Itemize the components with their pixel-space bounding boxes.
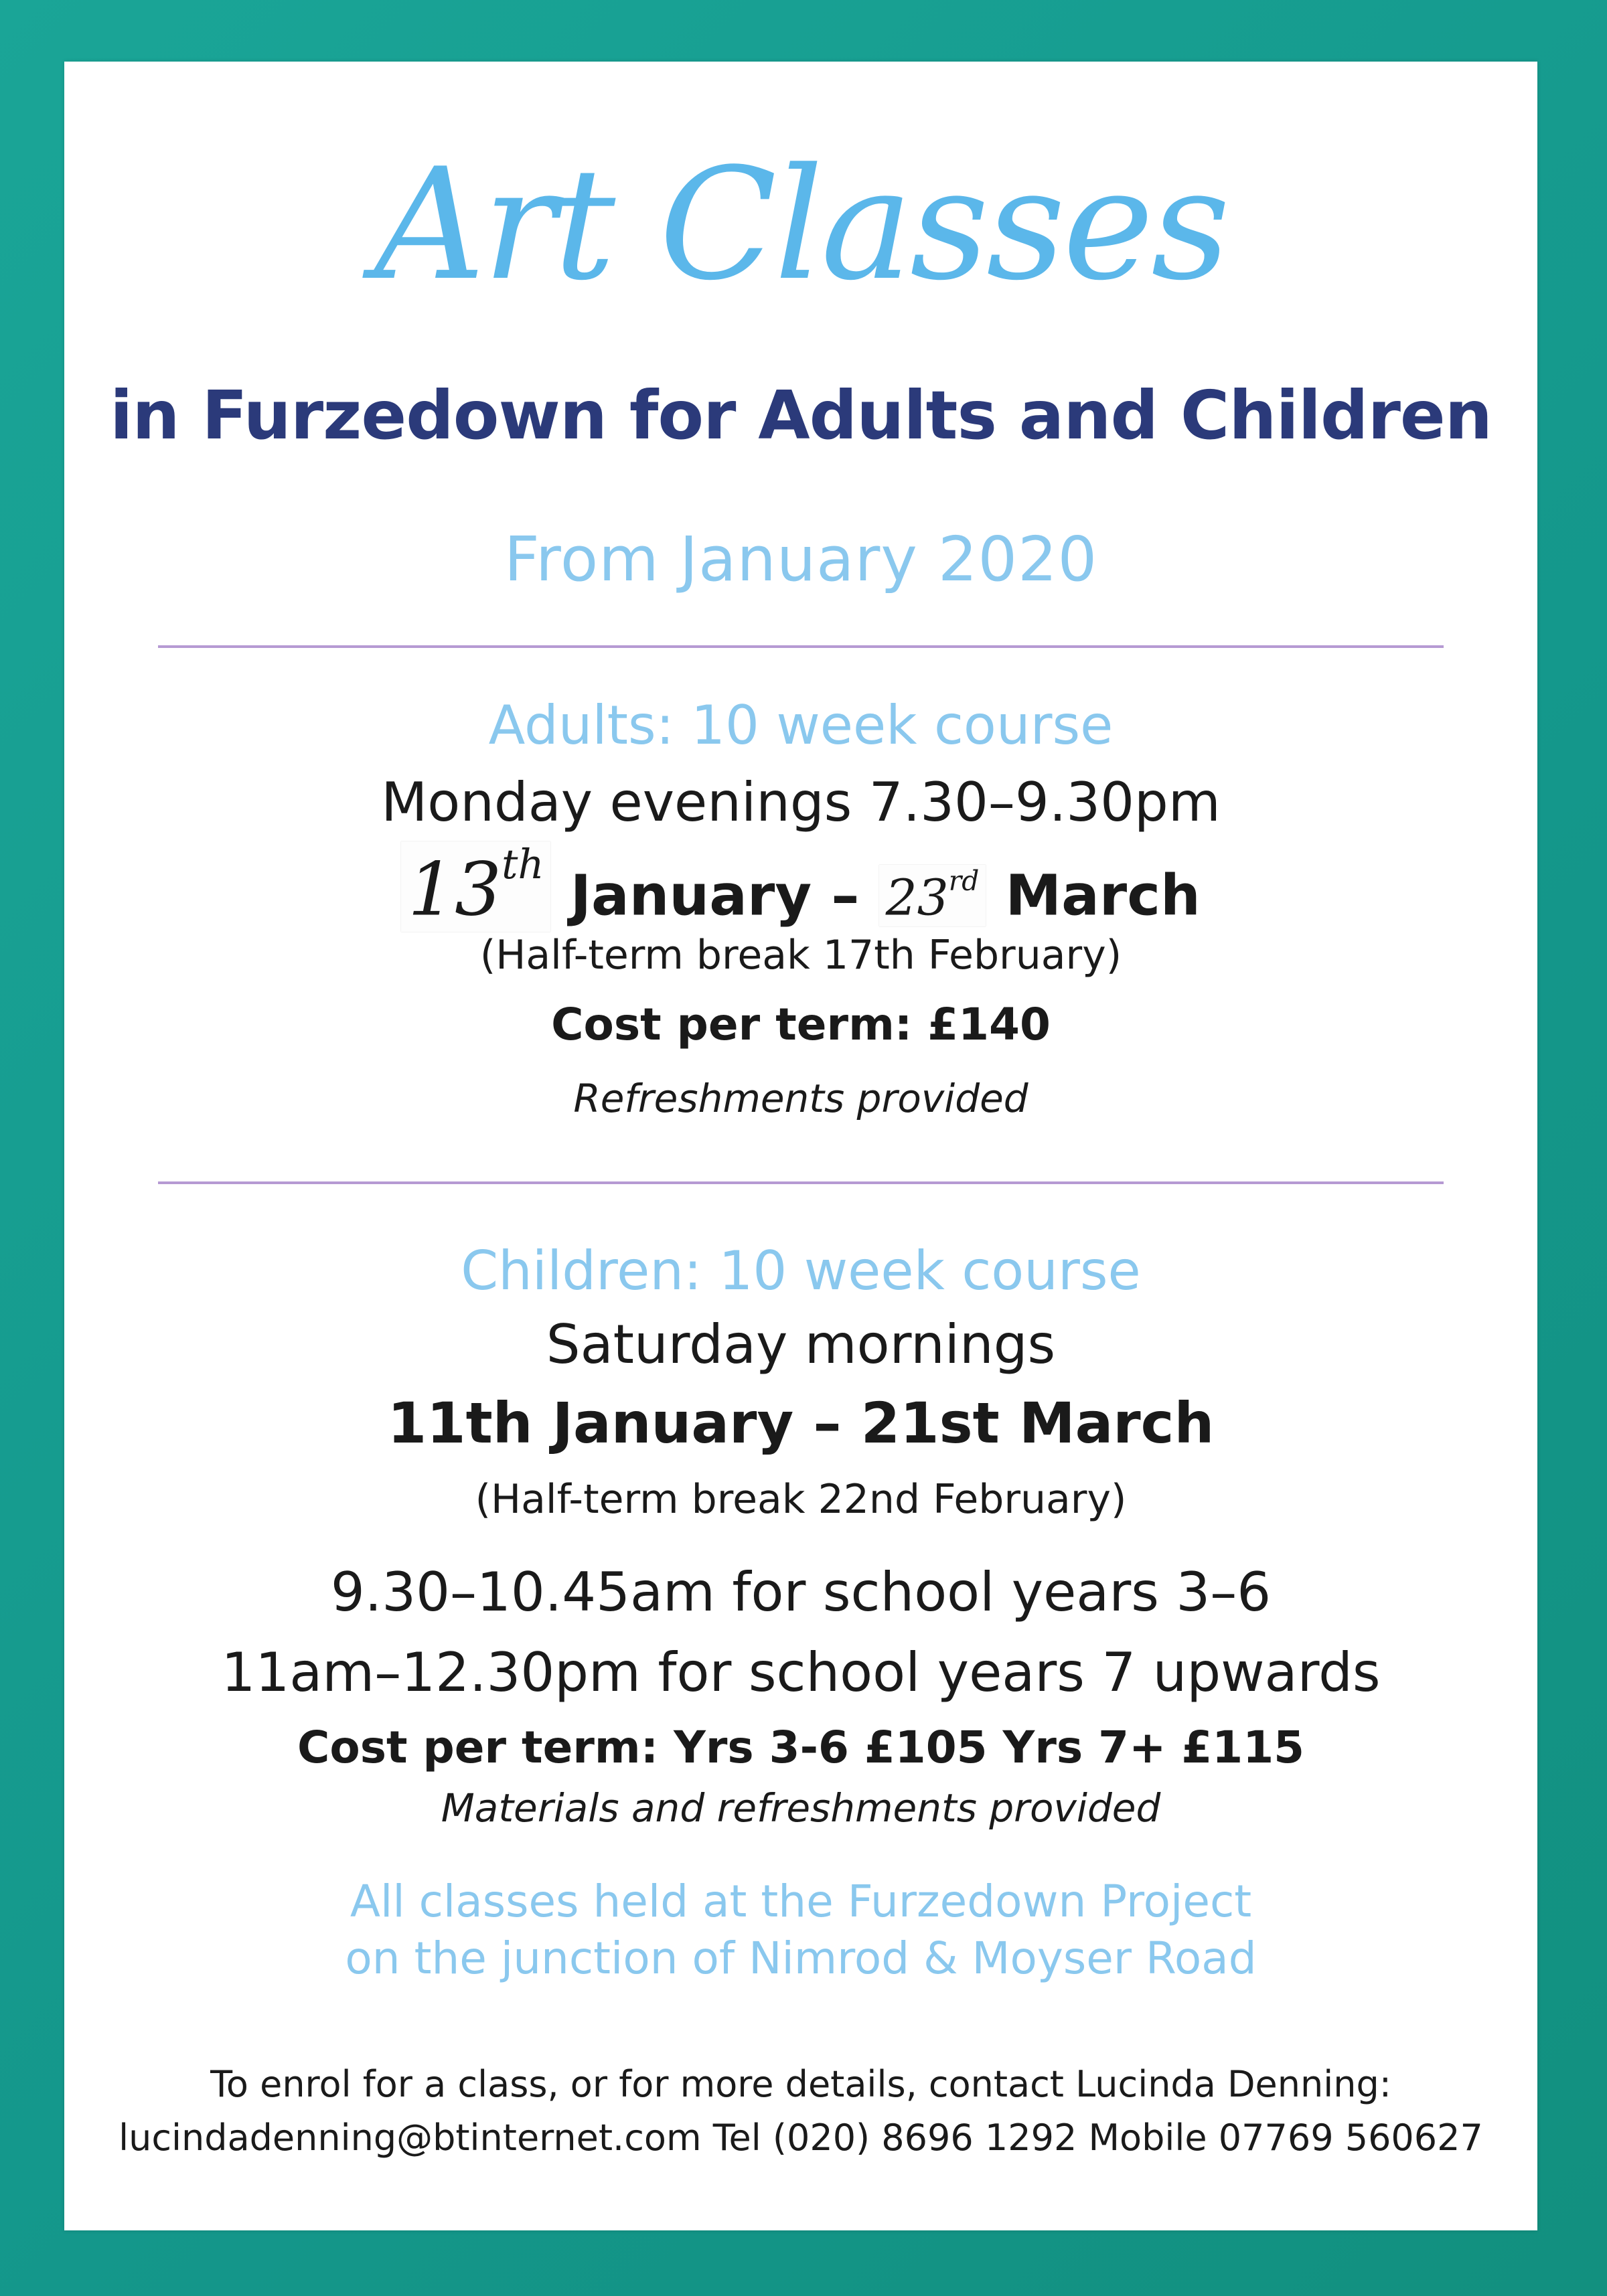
adults-start-month: January – [570, 862, 860, 928]
children-session-1: 9.30–10.45am for school years 3–6 [330, 1561, 1272, 1623]
start-date-banner: From January 2020 [504, 523, 1098, 595]
adults-half-term: (Half-term break 17th February) [479, 932, 1122, 979]
adults-note: Refreshments provided [573, 1076, 1028, 1121]
adults-heading: Adults: 10 week course [488, 694, 1114, 756]
adults-schedule: Monday evenings 7.30–9.30pm [381, 771, 1221, 833]
contact-line-2: lucindadenning@btinternet.com Tel (020) 8696 1292 Mobile 07769 560627 [119, 2117, 1483, 2159]
venue-line-2: on the junction of Nimrod & Moyser Road [345, 1933, 1257, 1984]
venue-line-1: All classes held at the Furzedown Project [350, 1876, 1252, 1927]
flyer-subtitle: in Furzedown for Adults and Children [110, 376, 1492, 455]
flyer-title: Art Classes [374, 136, 1228, 315]
children-schedule: Saturday mornings [546, 1313, 1056, 1376]
children-note: Materials and refreshments provided [441, 1785, 1161, 1831]
adults-end-month: March [1005, 862, 1201, 928]
children-heading: Children: 10 week course [461, 1240, 1141, 1302]
children-session-2: 11am–12.30pm for school years 7 upwards [221, 1641, 1381, 1704]
flyer-sheet [64, 62, 1537, 2230]
children-cost: Cost per term: Yrs 3-6 £105 Yrs 7+ £115 [297, 1722, 1305, 1773]
adults-dates [64, 841, 1537, 932]
handwritten-end-date: 23rd [879, 865, 986, 927]
handwritten-start-date: 13th [401, 841, 550, 932]
adults-cost: Cost per term: £140 [551, 999, 1051, 1050]
children-half-term: (Half-term break 22nd February) [475, 1476, 1127, 1523]
divider-top [158, 645, 1444, 648]
children-dates: 11th January – 21st March [387, 1390, 1215, 1456]
divider-middle [158, 1181, 1444, 1184]
contact-line-1: To enrol for a class, or for more details, contact Lucinda Denning: [210, 2063, 1391, 2105]
